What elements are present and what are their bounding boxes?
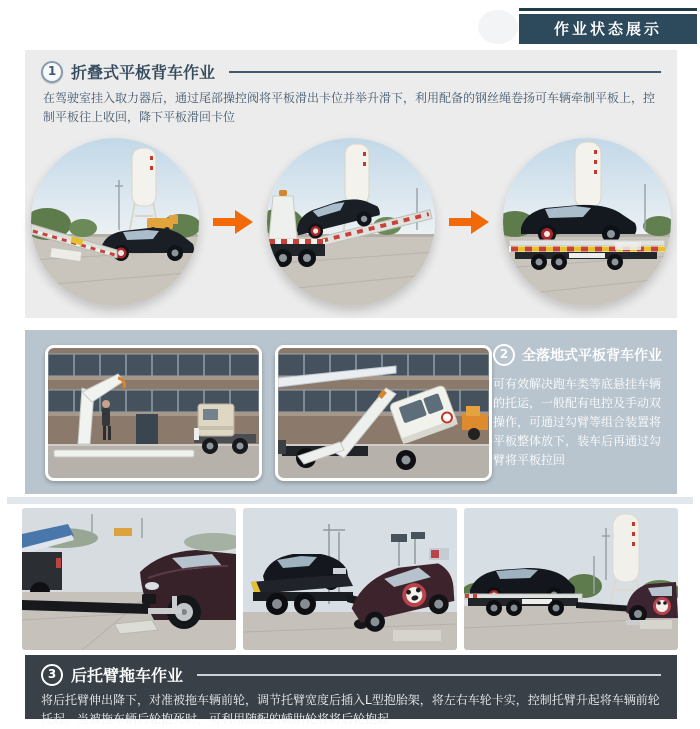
photo-arm-lift-mid [243,508,457,650]
arm-lift-mid-illustration [243,508,457,650]
section3-photo-row [22,508,678,650]
section-title: 折叠式平板背车作业 [71,63,216,82]
step-arrow-1 [199,210,267,234]
photo-platform-on-ground [45,345,262,481]
section3-header [25,655,677,686]
section-description: 将后托臂伸出降下，对准被拖车辆前轮，调节托臂宽度后插入L型抱胎架，将左右车轮卡实，控制托臂升起将车辆前轮托起。当被拖车辆后轮抱死时，可利用随配的辅助轮将将后轮抱起 [41,693,660,726]
photo-car-winched [267,138,435,306]
arm-closeup-illustration [22,508,236,650]
section-title: 全落地式平板背车作业 [522,348,662,364]
section-number-badge: 2 [493,344,515,366]
section-title: 后托臂拖车作业 [71,666,184,685]
flatbed-tilted-illustration [31,138,199,306]
photo-arm-lift-wide [464,508,678,650]
title-rule [229,71,661,73]
photo-car-loaded [503,138,671,306]
section-fold-flatbed [25,50,677,318]
section1-header [25,50,677,83]
section-full-landing [25,330,677,494]
section3-top-strip [7,497,693,504]
section-description: 可有效解决跑车类等底悬挂车辆的托运，一般配有电控及手动双操作，可通过勾臂等组合装置将平板整体放下，装车后再通过勾臂将平板拉回 [493,377,662,467]
page-title: 作业状态展示 [519,14,697,44]
header-top-rule [519,8,697,11]
section-number-badge: 1 [41,61,63,83]
arrow-right-icon [449,210,489,234]
photo-arm-closeup [22,508,236,650]
section2-header [493,344,669,366]
photo-flatbed-tilted [31,138,199,306]
arrow-right-icon [213,210,253,234]
car-winched-illustration [267,138,435,306]
section-rear-arm [25,655,677,726]
platform-ground-illustration [48,348,259,478]
watermark-ghost [478,10,518,44]
photo-sequence [31,138,671,306]
section2-text-column [493,344,669,470]
header-title-box [519,8,697,44]
title-rule [197,674,661,676]
step-arrow-2 [435,210,503,234]
section-description: 在驾驶室挂入取力器后，通过尾部操控阀将平板滑出卡位并举升滑下，利用配备的钢丝绳卷扬可车辆牵制平板上，控制平板往上收回，降下平板滑回卡位 [43,91,656,124]
car-loaded-illustration [503,138,671,306]
section-number-badge: 3 [41,664,63,686]
photo-platform-hooked [275,345,492,481]
platform-hooked-illustration [278,348,489,478]
arm-lift-wide-illustration [464,508,678,650]
